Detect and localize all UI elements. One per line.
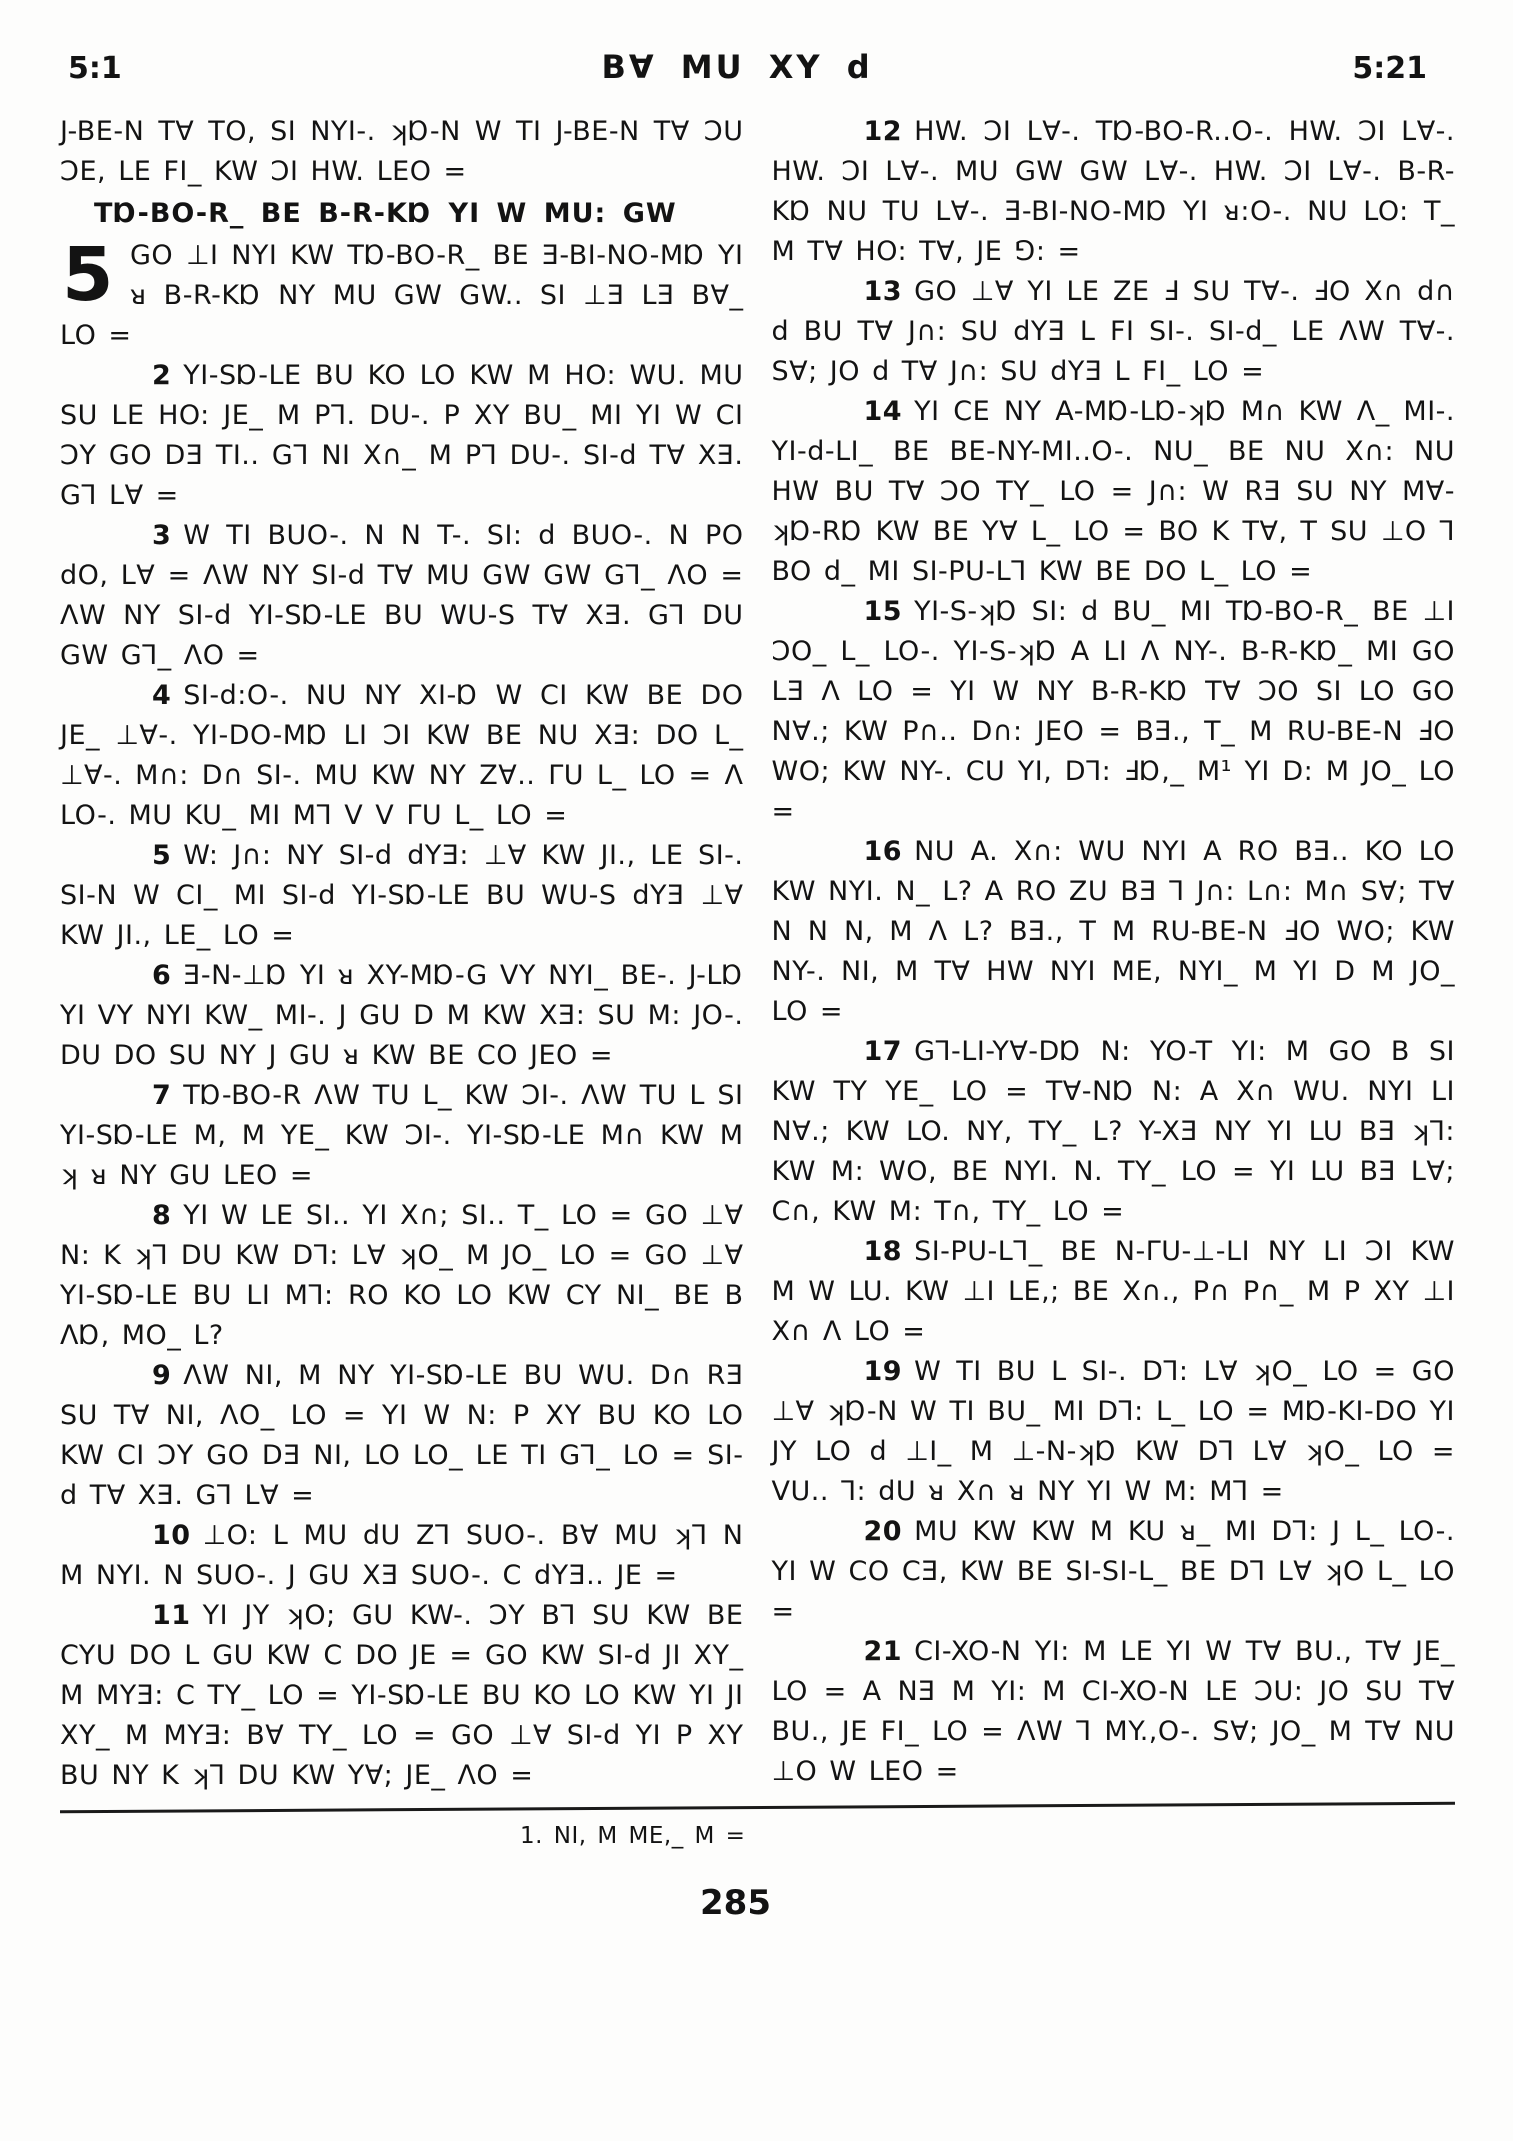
verse-text: ⊥O: L MU dU Z⅂ SUO-. BⱯ MU ʞ⅂ N M NYI. N SUO-. J GU XƎ SUO-. C dYƎ.. JE = <box>60 1520 744 1591</box>
verse-text: YI JY ʞO; GU KW-. ƆY B⅂ SU KW BE CYU DO L GU KW C DO JE = GO KW SI-d JI XY_ M MYƎ: C TY_ LO = YI-SⱰ-LE BU KO LO KW YI JI XY_ M MYƎ: BⱯ TY_ LO = GO ⊥Ɐ SI-d YI P XY BU NY K ʞ⅂ DU KW YⱯ; JE_ ɅO = <box>60 1600 744 1791</box>
verse-number: 6 <box>152 960 172 991</box>
chapter-verse-ref-left: 5:1 <box>68 51 122 86</box>
verse-2 <box>60 356 744 516</box>
verse-13 <box>772 272 1456 392</box>
chapter-number: 5 <box>62 232 114 318</box>
verse-text: W TI BUO-. N N T-. SI: d BUO-. N PO dO, LⱯ = ɅW NY SI-d TⱯ MU GW GW G⅂_ ɅO = ɅW NY SI-d YI-SⱰ-LE BU WU-S TⱯ XƎ. G⅂ DU GW G⅂_ ɅO = <box>60 520 744 671</box>
verse-14 <box>772 392 1456 592</box>
verse-text: W TI BU L SI-. D⅂: LⱯ ʞO_ LO = GO ⊥Ɐ ʞⱰ-N W TI BU_ MI D⅂: L_ LO = MⱰ-KI-DO YI JY LO d ⊥I_ M ⊥-N-ʞⱰ KW D⅂ LⱯ ʞO_ LO = VU.. ⅂: dU ᴚ X∩ ᴚ NY YI W M: M⅂ = <box>771 1356 1455 1507</box>
verse-number: 15 <box>863 596 903 627</box>
verse-number: 18 <box>863 1236 903 1267</box>
verse-text: GO ⊥Ɐ YI LE ZE Ⅎ SU TⱯ-. ℲO X∩ d∩ d BU TⱯ J∩: SU dYƎ L FI SI-. SI-d_ LE ɅW TⱯ-. SⱯ; JO d TⱯ J∩: SU dYƎ L FI_ LO = <box>771 276 1455 387</box>
verse-text: Ǝ-N-⊥Ɒ YI ᴚ XY-MⱰ-G VY NYI_ BE-. J-LⱰ YI VY NYI KW_ MI-. J GU D M KW XƎ: SU M: JO-. DU DO SU NY J GU ᴚ KW BE CO JEO = <box>60 960 744 1071</box>
verse-number: 13 <box>863 276 903 307</box>
verse-number: 20 <box>863 1516 903 1547</box>
verse-number: 17 <box>863 1036 903 1067</box>
verse-number: 7 <box>152 1080 172 1111</box>
verse-15 <box>772 592 1456 832</box>
verse-number: 19 <box>863 1356 903 1387</box>
verse-number: 3 <box>152 520 172 551</box>
verse-number: 4 <box>152 680 172 711</box>
right-column <box>772 112 1456 1796</box>
verse-number: 5 <box>152 840 172 871</box>
chapter-verse-ref-right: 5:21 <box>1352 51 1427 86</box>
book-title: BⱯ MU XY d <box>601 48 873 86</box>
verse-number: 14 <box>863 396 903 427</box>
verse-text: YI W LE SI.. YI X∩; SI.. T_ LO = GO ⊥Ɐ N: K ʞ⅂ DU KW D⅂: LⱯ ʞO_ M JO_ LO = GO ⊥Ɐ YI-SⱰ-LE BU LI M⅂: RO KO LO KW CY NI_ BE B ɅⱰ, MO_ L? <box>60 1200 744 1351</box>
verse-text: MU KW KW M KU ᴚ_ MI D⅂: J L_ LO-. YI W CO CƎ, KW BE SI-SI-L_ BE D⅂ LⱯ ʞO L_ LO = <box>771 1516 1455 1627</box>
verse-number: 12 <box>863 116 903 147</box>
verse-text: NU A. X∩: WU NYI A RO BƎ.. KO LO KW NYI. N_ L? A RO ZU BƎ ⅂ J∩: L∩: M∩ SⱯ; TⱯ N N N, M Ʌ L? BƎ., T M RU-BE-N ℲO WO; KW NY-. NI, M TⱯ HW NYI ME, NYI_ M YI D M JO_ LO = <box>771 836 1455 1027</box>
verse-16 <box>772 832 1456 1032</box>
footnote-rule <box>60 1802 1455 1814</box>
verse-5 <box>60 836 744 956</box>
verse-text: YI-S-ʞⱰ SI: d BU_ MI TⱰ-BO-R_ BE ⊥I ƆO_ L_ LO-. YI-S-ʞⱰ A LI Ʌ NY-. B-R-KⱰ_ MI GO LƎ Ʌ LO = YI W NY B-R-KⱰ TⱯ ƆO SI LO GO NⱯ.; KW P∩.. D∩: JEO = BƎ., T_ M RU-BE-N ℲO WO; KW NY-. CU YI, D⅂: ℲⱰ,_ M¹ YI D: M JO_ LO = <box>771 596 1455 827</box>
verse-text: YI CE NY A-MⱰ-LⱰ-ʞⱰ M∩ KW Ʌ_ MI-. YI-d-LI_ BE BE-NY-MI..O-. NU_ BE NU X∩: NU HW BU TⱯ ƆO TY_ LO = J∩: W RƎ SU NY MⱯ-ʞⱰ-RⱰ KW BE YⱯ L_ LO = BO K TⱯ, T SU ⊥O ⅂ BO d_ MI SI-PU-L⅂ KW BE DO L_ LO = <box>771 396 1455 587</box>
verse-text: CI-XO-N YI: M LE YI W TⱯ BU., TⱯ JE_ LO = A NƎ M YI: M CI-XO-N LE ƆU: JO SU TⱯ BU., JE FI_ LO = ɅW ⅂ MY.,O-. SⱯ; JO_ M TⱯ NU ⊥O W LEO = <box>771 1636 1455 1787</box>
verse-20 <box>772 1512 1456 1632</box>
running-head <box>60 48 1455 86</box>
verse-19 <box>772 1352 1456 1512</box>
verse-number: 10 <box>152 1520 191 1551</box>
verse-12 <box>772 112 1456 272</box>
verse-text: ɅW NI, M NY YI-SⱰ-LE BU WU. D∩ RƎ SU TⱯ NI, ɅO_ LO = YI W N: P XY BU KO LO KW CI ƆY GO DƎ NI, LO LO_ LE TI G⅂_ LO = SI-d TⱯ XƎ. G⅂ LⱯ = <box>60 1360 744 1511</box>
verse-7 <box>60 1076 744 1196</box>
verse-text: HW. ƆI LⱯ-. TⱰ-BO-R..O-. HW. ƆI LⱯ-. HW. ƆI LⱯ-. MU GW GW LⱯ-. HW. ƆI LⱯ-. B-R-KⱰ NU TU LⱯ-. Ǝ-BI-NO-MⱰ YI ᴚ:O-. NU LO: T_ M TⱯ HO: TⱯ, JE ⅁: = <box>771 116 1455 267</box>
verse-number: 21 <box>863 1636 903 1667</box>
verse-text: YI-SⱰ-LE BU KO LO KW M HO: WU. MU SU LE HO: JE_ M P⅂. DU-. P XY BU_ MI YI W CI ƆY GO DƎ TI.. G⅂ NI X∩_ M P⅂ DU-. SI-d TⱯ XƎ. G⅂ LⱯ = <box>60 360 744 511</box>
chapter-opening-paragraph <box>60 232 744 356</box>
chapter-opening-text: GO ⊥I NYI KW TⱰ-BO-R_ BE Ǝ-BI-NO-MⱰ YI ᴚ B-R-KⱰ NY MU GW GW.. SI ⊥Ǝ LƎ BⱯ_ LO = <box>60 240 744 351</box>
text-columns <box>60 112 1455 1796</box>
verse-6 <box>60 956 744 1076</box>
verse-9 <box>60 1356 744 1516</box>
verse-number: 11 <box>152 1600 191 1631</box>
verse-18 <box>772 1232 1456 1352</box>
verse-10 <box>60 1516 744 1596</box>
verse-number: 8 <box>152 1200 172 1231</box>
verse-21 <box>772 1632 1456 1792</box>
verse-text: TⱰ-BO-R ɅW TU L_ KW ƆI-. ɅW TU L SI YI-SⱰ-LE M, M YE_ KW ƆI-. YI-SⱰ-LE M∩ KW M ʞ ᴚ NY GU LEO = <box>60 1080 744 1191</box>
section-heading: TⱰ-BO-R_ BE B-R-KⱰ YI W MU: GW <box>94 198 677 229</box>
verse-8 <box>60 1196 744 1356</box>
footnote: 1. NI, M ME,_ M = <box>520 1823 746 1849</box>
verse-number: 2 <box>152 360 172 391</box>
verse-11 <box>60 1596 744 1796</box>
verse-3 <box>60 516 744 676</box>
verse-number: 9 <box>152 1360 172 1391</box>
verse-text: SI-PU-L⅂_ BE N-ΓU-⊥-LI NY LI ƆI KW M W LU. KW ⊥I LE,; BE X∩., P∩ P∩_ M P XY ⊥I X∩ Ʌ LO = <box>771 1236 1455 1347</box>
continuation-paragraph: J-BE-N TⱯ TO, SI NYI-. ʞⱰ-N W TI J-BE-N TⱯ ƆU ƆE, LE FI_ KW ƆI HW. LEO = <box>60 116 744 187</box>
verse-text: W: J∩: NY SI-d dYƎ: ⊥Ɐ KW JI., LE SI-. SI-N W CI_ MI SI-d YI-SⱰ-LE BU WU-S dYƎ ⊥Ɐ KW JI., LE_ LO = <box>60 840 744 951</box>
verse-4 <box>60 676 744 836</box>
verse-text: SI-d:O-. NU NY XI-Ɒ W CI KW BE DO JE_ ⊥Ɐ-. YI-DO-MⱰ LI ƆI KW BE NU XƎ: DO L_ ⊥Ɐ-. M∩: D∩ SI-. MU KW NY ZⱯ.. ΓU L_ LO = Ʌ LO-. MU KU_ MI M⅂ V V ΓU L_ LO = <box>60 680 744 831</box>
verse-number: 16 <box>863 836 903 867</box>
left-column <box>60 112 744 1796</box>
verse-text: G⅂-LI-YⱯ-DⱰ N: YO-T YI: M GO B SI KW TY YE_ LO = TⱯ-NⱰ N: A X∩ WU. NYI LI NⱯ.; KW LO. NY, TY_ L? Y-XƎ NY YI LU BƎ ʞ⅂: KW M: WO, BE NYI. N. TY_ LO = YI LU BƎ LⱯ; C∩, KW M: T∩, TY_ LO = <box>771 1036 1455 1227</box>
page-number: 285 <box>700 1883 771 1923</box>
verse-17 <box>772 1032 1456 1232</box>
